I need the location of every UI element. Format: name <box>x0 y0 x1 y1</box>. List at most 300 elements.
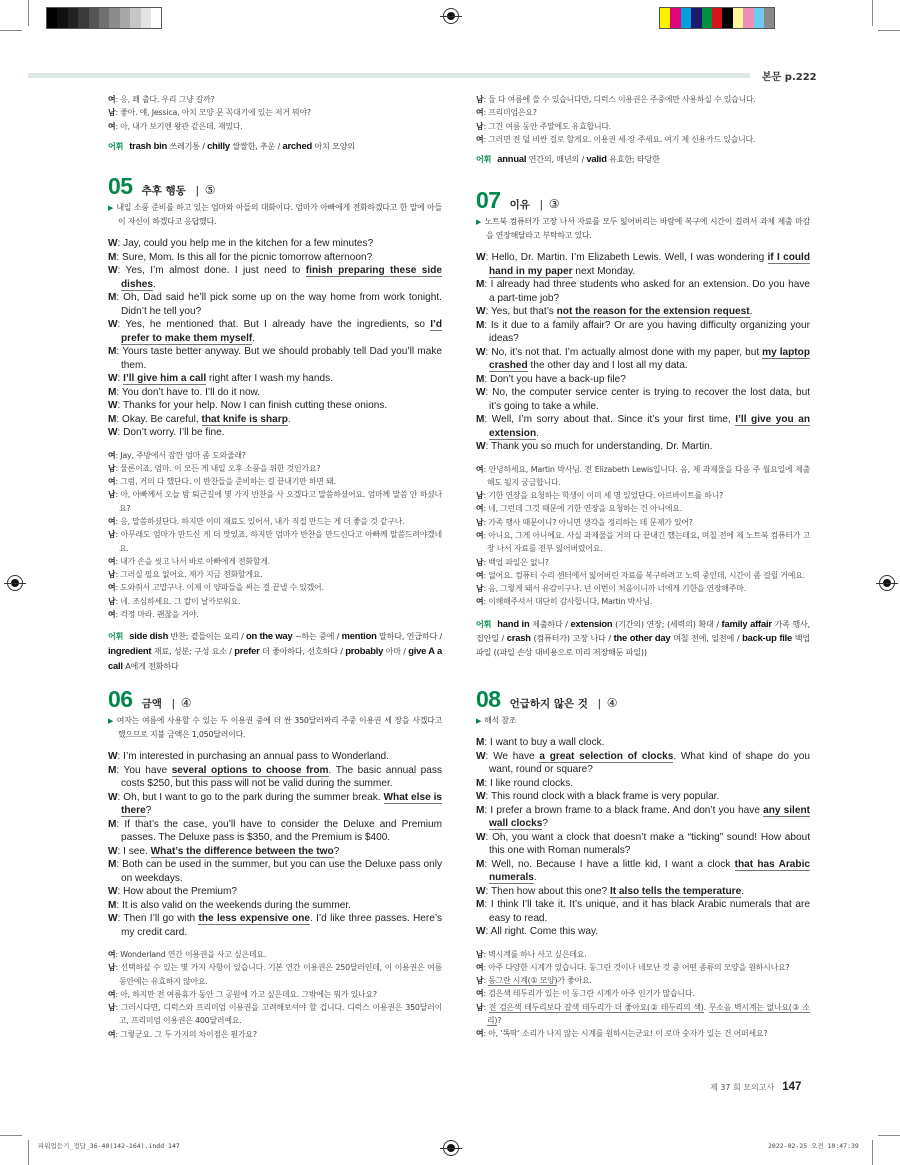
registration-mark-icon <box>7 575 23 591</box>
vocab-term: crash <box>506 632 531 644</box>
color-swatch <box>743 8 753 28</box>
section-06 <box>108 686 442 1041</box>
speaker-label: W <box>476 791 486 802</box>
underlined-key-phrase: my laptop crashed <box>489 346 810 371</box>
vocab-label: 어휘 <box>476 154 492 165</box>
speaker-label: 여 <box>108 121 116 131</box>
speaker-label: 남 <box>108 1003 116 1013</box>
text-run: 도와줘서 고맙구나. 이제 이 양파들을 써는 걸 끝낼 수 있겠어. <box>120 583 324 593</box>
text-run: 내가 손을 씻고 나서 바로 아빠에게 전화할게. <box>120 556 270 566</box>
question-type: 추후 행동 <box>141 185 186 197</box>
text-run: right after I wash my hands. <box>206 373 333 384</box>
dialogue-line: 남: 음, 그렇게 돼서 유감이구나. 넌 이번이 처음이니까 너에게 기한을 연장해주마. <box>476 584 747 594</box>
speaker-label: W <box>108 238 118 249</box>
dialogue-line: W: I’m interested in purchasing an annual pass to Wonderland. <box>108 751 389 762</box>
text-run: . <box>536 427 539 439</box>
speaker-label: 여 <box>108 556 116 566</box>
speaker-label: M <box>476 373 485 385</box>
speaker-label: M <box>108 818 117 830</box>
underlined-key-phrase: 동그란 시계(① 모양) <box>488 976 558 986</box>
dialogue-line: M: Okay. Be careful, that knife is sharp. <box>108 413 291 425</box>
section-08 <box>476 686 810 1041</box>
text-run: Yes, I’m almost done. I just need to <box>125 265 306 276</box>
dialogue-line: W: Then how about this one? It also tells the temperature. <box>476 885 745 897</box>
dialogue-line: M: Is it due to a family affair? Or are you having difficulty organizing your ideas? <box>476 319 810 344</box>
dialogue-line: 남: 가족 행사 때문이니? 아니면 생각을 정리하는 데 문제가 있어? <box>476 517 693 527</box>
divider: | <box>597 698 601 710</box>
underlined-key-phrase: It also tells the temperature <box>609 885 742 897</box>
color-swatch <box>89 8 99 28</box>
text-run: Then I’ll go with <box>123 913 199 924</box>
text-run: Then how about this one? <box>490 885 610 897</box>
text-run: How about the Premium? <box>123 886 238 897</box>
dialogue-line: W: Oh, you want a clock that doesn’t make a “ticking” sound! How about this one with Roman numerals? <box>476 831 810 856</box>
dialogue-line: 여: 이해해주셔서 대단히 감사합니다, Martin 박사님. <box>476 597 653 607</box>
text-run: I see. <box>123 845 151 857</box>
color-swatch <box>78 8 88 28</box>
text-run: 가 좋아요. <box>557 976 592 986</box>
speaker-label: 남 <box>108 530 116 540</box>
text-run: ~하는 중에 / <box>292 631 342 642</box>
speaker-label: 남 <box>476 491 484 501</box>
dialogue-line: W: Oh, but I want to go to the park during the summer break. What else is there? <box>108 791 443 816</box>
dialogue-line: 여: 그렇군요. 그 두 가지의 차이점은 뭔가요? <box>108 1029 257 1039</box>
dialogue-line: 남: 둘 다 여름에 쓸 수 있습니다만, 디럭스 이용권은 주중에만 사용하실 수 있습니다. <box>476 95 756 104</box>
speaker-label: W <box>108 319 118 330</box>
speaker-label: 남 <box>476 976 484 986</box>
speaker-label: 남 <box>108 596 116 606</box>
english-script <box>108 237 442 440</box>
speaker-label: 여 <box>108 450 116 460</box>
crop-mark <box>0 1135 22 1136</box>
explanation <box>108 201 442 229</box>
korean-translation <box>476 93 810 146</box>
dialogue-line: 여: 아, 내가 보기엔 왕관 같은데. 재밌다. <box>108 121 243 131</box>
text-run: 더 좋아하다, 선호하다 / <box>259 645 346 656</box>
slug-file: 파워업듣기_정답_36-40(142-164).indd 147 <box>38 1142 180 1150</box>
text-run: Jay, could you help me in the kitchen for a few minutes? <box>123 238 374 249</box>
text-run: 물론이죠, 엄마. 이 모든 게 내일 오후 소풍을 위한 것인가요? <box>120 463 321 473</box>
answer-number: ⑤ <box>204 183 216 197</box>
text-run: Oh, you want a clock that doesn’t make a “ticking” sound! How about this one with Roman numerals? <box>489 831 810 856</box>
text-run: 가족 행사 때문이니? 아니면 생각을 정리하는 데 문제가 있어? <box>488 517 693 527</box>
dialogue-line: M: It is also valid on the weekends during the summer. <box>108 899 351 911</box>
speaker-label: W <box>108 791 118 803</box>
dialogue-line: W: Thanks for your help. Now I can finish cutting these onions. <box>108 400 388 411</box>
speaker-label: W <box>476 831 486 843</box>
vocab-label: 어휘 <box>108 140 124 151</box>
vocab-term: annual <box>497 153 527 165</box>
dialogue-line: M: I prefer a brown frame to a black frame. And don’t you have any silent wall clocks? <box>476 804 811 829</box>
text-run: I think I’ll take it. It’s unique, and it has black Arabic numerals that are easy to read. <box>489 899 811 924</box>
text-run: 아주 다양한 시계가 있습니다. 동그란 것이나 네모난 것 중 어떤 종류의 모양을 원하시나요? <box>488 962 790 972</box>
speaker-label: W <box>476 750 486 762</box>
text-run: Yes, but that’s <box>490 306 557 317</box>
speaker-label: 남 <box>476 949 484 959</box>
dialogue-line: 남: 네. 조심하세요. 그 칼이 날카로워요. <box>108 596 241 606</box>
speaker-label: W <box>108 427 118 438</box>
dialogue-line: M: I like round clocks. <box>476 777 574 789</box>
text-run: 벽시계를 하나 사고 싶은데요. <box>488 949 587 959</box>
text-run: . <box>152 278 156 290</box>
speaker-label: 남 <box>476 517 484 527</box>
english-script <box>108 750 442 939</box>
text-run: 연간의, 매년의 / <box>526 154 587 165</box>
section-05 <box>108 173 442 673</box>
dialogue-line: W: No, the computer service center is trying to recover the lost data, but it’s going to take a while. <box>476 387 811 412</box>
question-number: 07 <box>476 187 501 213</box>
vocab-label: 어휘 <box>476 618 492 629</box>
text-run: 아마 / <box>383 645 409 656</box>
speaker-label: 여 <box>108 989 116 999</box>
underlined-key-phrase: I’ll give you an extension <box>489 414 811 439</box>
answer-number: ④ <box>606 696 618 710</box>
text-run: 그러시다면, 디럭스와 프리미엄 이용권을 고려해보셔야 할 겁니다. 디럭스 이용권은 350달러이고, 프리미엄 이용권은 400달러예요. <box>119 1003 442 1026</box>
text-run: 그러면 전 덜 비싼 걸로 할게요. 이용권 세 장 주세요. 여기 제 신용카드 있습니다. <box>488 134 756 144</box>
korean-translation <box>476 463 810 609</box>
vocab-label: 어휘 <box>108 631 124 642</box>
text-run: No, the computer service center is trying to recover the lost data, but it’s going to take a while. <box>489 387 811 412</box>
underlined-key-phrase: if I could hand in my paper <box>489 252 811 277</box>
text-run: Thank you so much for understanding, Dr. Martin. <box>490 441 713 452</box>
dialogue-line: 남: 좋아. 얘, Jessica, 아치 모양 문 꼭대기에 있는 저거 뭐야? <box>108 108 311 118</box>
dialogue-line: M: If that’s the case, you’ll have to consider the Deluxe and Premium passes. The Deluxe pass is $350, and the Premium is $400. <box>108 818 442 843</box>
explanation-text: 내일 소풍 준비를 하고 있는 엄마와 아들의 대화이다. 엄마가 아빠에게 전화하겠다고 한 말에 아들이 자신이 하겠다고 응답했다. <box>116 203 443 226</box>
color-swatch <box>120 8 130 28</box>
answer-number: ④ <box>180 696 192 710</box>
underlined-key-phrase: What else is there <box>121 791 443 816</box>
vocab-term: ingredient <box>108 644 152 656</box>
vocab-note <box>476 152 810 167</box>
text-run: Jay, 주방에서 잠깐 엄마 좀 도와줄래? <box>120 450 246 460</box>
dialogue-line: M: You have several options to choose from. The basic annual pass costs $250, but this pass will not be valid during the summer. <box>108 764 442 789</box>
speaker-label: 남 <box>476 584 484 594</box>
vocab-term: mention <box>341 630 377 642</box>
color-swatch <box>722 8 732 28</box>
speaker-label: M <box>108 413 117 425</box>
text-run: the other day and I lost all my data. <box>527 360 688 371</box>
text-run: ? <box>333 845 340 857</box>
color-swatch <box>702 8 712 28</box>
dialogue-line: 남: 동그란 시계(① 모양)가 좋아요. <box>476 976 592 986</box>
speaker-label: 남 <box>108 963 116 973</box>
text-run: 네, 그런데 그것 때문에 기한 연장을 요청하는 건 아니에요. <box>488 504 683 514</box>
speaker-label: M <box>476 858 485 870</box>
speaker-label: M <box>476 737 485 748</box>
dialogue-line: 남: 선택하실 수 있는 몇 가지 사항이 있습니다. 기본 연간 이용권은 250달러인데, 이 이용권은 여름 동안에는 유효하지 않아요. <box>108 963 442 986</box>
vocab-term: arched <box>282 139 312 151</box>
speaker-label: M <box>476 414 485 425</box>
speaker-label: W <box>108 751 118 762</box>
text-run: 프리미엄은요? <box>488 108 537 118</box>
text-run: 그럼, 거의 다 했단다. 이 반찬들을 준비하는 걸 끝내기만 하면 돼. <box>120 477 336 487</box>
crop-mark <box>28 1140 29 1165</box>
dialogue-line: M: I want to buy a wall clock. <box>476 737 605 748</box>
speaker-label: 여 <box>476 530 484 540</box>
text-run: 아니요, 그게 아니에요. 사실 과제물을 거의 다 끝내긴 했는데요, 며칠 전에 제 노트북 컴퓨터가 고장 나서 자료를 전부 잃어버렸어요. <box>487 530 810 554</box>
divider: | <box>195 185 199 197</box>
triangle-bullet-icon: ▶ <box>476 717 482 725</box>
dialogue-line: W: We have a great selection of clocks. What kind of shape do you want, round or square? <box>476 750 810 775</box>
text-run: 아, 내가 보기엔 왕관 같은데. 재밌다. <box>120 121 243 131</box>
vocab-term: probably <box>345 644 384 656</box>
text-run: . <box>703 1002 709 1012</box>
vocab-term: chilly <box>207 139 230 151</box>
speaker-label: W <box>476 441 486 452</box>
question-number: 06 <box>108 686 133 712</box>
page-reference: 본문 p.222 <box>762 72 817 83</box>
speaker-label: M <box>476 777 485 789</box>
color-swatch <box>712 8 722 28</box>
registration-mark-icon <box>879 575 895 591</box>
dialogue-line: W: Don’t worry. I’ll be fine. <box>108 427 225 438</box>
underlined-key-phrase: that knife is sharp <box>201 413 288 425</box>
color-swatch <box>57 8 67 28</box>
text-run: 응, 꽤 춥다. 우리 그냥 갈까? <box>120 95 215 104</box>
dialogue-line: 여: 아주 다양한 시계가 있습니다. 동그란 것이나 네모난 것 중 어떤 종류의 모양을 원하시나요? <box>476 962 790 972</box>
text-run: 없어요. 컴퓨터 수리 센터에서 잃어버린 자료를 복구하려고 노력 중인데, 시간이 좀 걸릴 거예요. <box>488 570 805 580</box>
text-run: ? <box>497 1015 502 1025</box>
dialogue-line: W: No, it’s not that. I’m actually almost done with my paper, but my laptop crashed the other day and I lost all my data. <box>476 346 810 371</box>
dialogue-line: 남: 전 검은색 테두리보다 갈색 테두리가 더 좋아요(② 테두리의 색). 무소음 벽시계는 없나요(③ 소리)? <box>476 1002 810 1025</box>
text-run: . <box>533 872 537 883</box>
vocab-term: give A a call <box>108 644 442 671</box>
color-swatch <box>99 8 109 28</box>
crop-mark <box>872 1140 873 1165</box>
speaker-label: 여 <box>108 1029 116 1039</box>
vocab-term: valid <box>586 153 607 165</box>
text-run: 기한 연장을 요청하는 학생이 이미 세 명 있었단다. 아르바이트를 하니? <box>488 491 724 501</box>
dialogue-line: M: Oh, Dad said he’ll pick some up on the way home from work tonight. Didn’t he tell you? <box>108 292 442 317</box>
dialogue-line: 여: 프리미엄은요? <box>476 108 537 118</box>
dialogue-line: 남: 그건 여름 동안 주말에도 유효합니다. <box>476 121 612 131</box>
speaker-label: W <box>476 885 486 897</box>
explanation-text: 해석 참조 <box>484 716 517 725</box>
speaker-label: W <box>476 306 486 317</box>
vocab-term: back-up file <box>742 632 793 644</box>
dialogue-line: 남: 기한 연장을 요청하는 학생이 이미 세 명 있었단다. 아르바이트를 하니? <box>476 491 724 501</box>
dialogue-line: W: Yes, I’m almost done. I just need to finish preparing these side dishes. <box>108 265 442 290</box>
left-top-block <box>108 93 442 153</box>
section-07 <box>476 187 810 660</box>
speaker-label: W <box>476 387 486 398</box>
question-type: 금액 <box>141 698 162 710</box>
header-rule <box>28 73 750 78</box>
text-run: Yes, he mentioned that. But I already have the ingredients, so <box>125 319 431 330</box>
page-folio <box>710 1081 801 1093</box>
underlined-key-phrase: I’d prefer to make them myself <box>121 319 442 344</box>
dialogue-line: W: Jay, could you help me in the kitchen for a few minutes? <box>108 238 374 249</box>
dialogue-line: 남: 그러실 필요 없어요. 제가 지금 전화할게요. <box>108 570 263 580</box>
text-run: 그러실 필요 없어요. 제가 지금 전화할게요. <box>120 570 263 580</box>
vocab-term: extension <box>570 617 613 629</box>
color-swatch <box>754 8 764 28</box>
speaker-label: 여 <box>108 95 116 104</box>
text-run: You have <box>123 764 172 776</box>
text-run: 쌀쌀한, 추운 / <box>229 140 283 151</box>
text-run: (기간의) 연장; (세력의) 확대 / <box>612 618 722 629</box>
text-run: Don’t worry. I’ll be fine. <box>123 427 225 438</box>
text-run: A에게 전화하다 <box>122 660 179 671</box>
speaker-label: 여 <box>476 134 484 144</box>
triangle-bullet-icon: ▶ <box>108 717 114 725</box>
color-swatch <box>733 8 743 28</box>
crop-mark <box>872 0 873 26</box>
text-run: 네. 조심하세요. 그 칼이 날카로워요. <box>120 596 241 606</box>
divider: | <box>539 199 543 211</box>
dialogue-line: 여: 내가 손을 씻고 나서 바로 아빠에게 전화할게. <box>108 556 270 566</box>
gray-color-bar <box>46 7 162 29</box>
dialogue-line: 여: 아, 하지만 전 여름휴가 동안 그 공원에 가고 싶은데요. 그밖에는 뭐가 있나요? <box>108 989 377 999</box>
text-run: 백업 파일은 없니? <box>488 557 549 567</box>
speaker-label: 여 <box>108 516 116 526</box>
speaker-label: W <box>476 926 486 937</box>
page-number: 147 <box>782 1081 802 1093</box>
text-run: Hello, Dr. Martin. I’m Elizabeth Lewis. Well, I was wondering <box>491 252 768 263</box>
dialogue-line: 여: Wonderland 연간 이용권을 사고 싶은데요. <box>108 950 267 959</box>
dialogue-line: 여: 안녕하세요, Martin 박사님. 전 Elizabeth Lewis입니다. 음, 제 과제물을 다음 주 월요일에 제출해도 될지 궁금합니다. <box>476 464 810 487</box>
dialogue-line: 여: Jay, 주방에서 잠깐 엄마 좀 도와줄래? <box>108 450 246 460</box>
question-type: 언급하지 않은 것 <box>509 698 588 710</box>
speaker-label: 남 <box>476 121 484 131</box>
text-run: ? <box>542 818 548 829</box>
text-run: 둘 다 여름에 쓸 수 있습니다만, 디럭스 이용권은 주중에만 사용하실 수 있습니다. <box>488 95 756 104</box>
text-run: 응, 말씀하셨단다. 하지만 이미 재료도 있어서, 내가 직접 만드는 게 더 좋을 것 같구나. <box>120 516 405 526</box>
vocab-term: family affair <box>721 617 772 629</box>
text-run: 아, 하지만 전 여름휴가 동안 그 공원에 가고 싶은데요. 그밖에는 뭐가 있나요? <box>120 989 377 999</box>
text-run: Oh, but I want to go to the park during the summer break. <box>123 791 384 803</box>
dialogue-line: 여: 그럼, 거의 다 했단다. 이 반찬들을 준비하는 걸 끝내기만 하면 돼. <box>108 477 336 487</box>
speaker-label: M <box>476 899 485 910</box>
speaker-label: 여 <box>108 583 116 593</box>
speaker-label: 남 <box>476 1002 484 1012</box>
dialogue-line: W: I see. What’s the difference between the two? <box>108 845 340 857</box>
answer-number: ③ <box>548 197 560 211</box>
speaker-label: 여 <box>476 1029 484 1039</box>
question-type: 이유 <box>509 199 530 211</box>
text-run: 그렇군요. 그 두 가지의 차이점은 뭔가요? <box>120 1029 257 1039</box>
question-number: 05 <box>108 173 133 199</box>
text-run: 이해해주셔서 대단히 감사합니다, Martin 박사님. <box>488 597 653 607</box>
text-run: All right. Come this way. <box>490 926 599 937</box>
english-script <box>476 251 810 454</box>
dialogue-line: 남: 아, 아빠께서 오늘 밤 퇴근길에 몇 가지 반찬을 사 오겠다고 말씀하셨어요. 엄마께 말씀 안 하셨나요? <box>108 490 442 513</box>
dialogue-line: W: All right. Come this way. <box>476 926 599 937</box>
text-run: 유효한; 타당한 <box>606 154 660 165</box>
text-run: 며칠 전에, 일전에 / <box>670 633 743 644</box>
text-run: 쓰레기통 / <box>167 140 208 151</box>
text-run: Wonderland 연간 이용권을 사고 싶은데요. <box>120 950 267 959</box>
underlined-key-phrase: any silent wall clocks <box>489 804 811 829</box>
explanation-text: 여자는 여름에 사용할 수 있는 두 이용권 중에 더 싼 350달러짜리 주중 이용권 세 장을 사겠다고 했으므로 지불 금액은 1,050달러이다. <box>116 716 442 739</box>
text-run: 말하다, 언급하다 / <box>376 631 443 642</box>
cmyk-color-bar <box>659 7 775 29</box>
text-run: 아치 모양의 <box>311 140 355 151</box>
speaker-label: 남 <box>108 490 116 500</box>
vocab-note <box>108 629 442 673</box>
speaker-label: M <box>108 386 117 398</box>
text-run: I want to buy a wall clock. <box>490 737 605 748</box>
underlined-key-phrase: several options to choose from <box>171 764 329 776</box>
korean-translation <box>108 449 442 622</box>
speaker-label: M <box>108 346 117 357</box>
underlined-key-phrase: the less expensive one <box>198 913 310 924</box>
text-run: If that’s the case, you’ll have to consider the Deluxe and Premium passes. The Deluxe pass is $350, and the Premium is $400. <box>121 818 442 843</box>
dialogue-line: 여: 없어요. 컴퓨터 수리 센터에서 잃어버린 자료를 복구하려고 노력 중인데, 시간이 좀 걸릴 거예요. <box>476 570 805 580</box>
text-run: 음, 그렇게 돼서 유감이구나. 넌 이번이 처음이니까 너에게 기한을 연장해주마. <box>488 584 747 594</box>
text-run: ? <box>145 805 152 816</box>
dialogue-line: 여: 아니요, 그게 아니에요. 사실 과제물을 거의 다 끝내긴 했는데요, 며칠 전에 제 노트북 컴퓨터가 고장 나서 자료를 전부 잃어버렸어요. <box>476 530 810 554</box>
right-top-block <box>476 93 810 167</box>
section-heading <box>476 686 810 712</box>
text-run: 제출하다 / <box>529 618 571 629</box>
divider: | <box>171 698 175 710</box>
speaker-label: 남 <box>476 557 484 567</box>
dialogue-line: 여: 그러면 전 덜 비싼 걸로 할게요. 이용권 세 장 주세요. 여기 제 신용카드 있습니다. <box>476 134 756 144</box>
text-run: 가족 행사, 집안일 / <box>476 618 811 644</box>
dialogue-line: M: I think I’ll take it. It’s unique, and it has black Arabic numerals that are easy to read. <box>476 899 811 924</box>
dialogue-line: 여: 네, 그런데 그것 때문에 기한 연장을 요청하는 건 아니에요. <box>476 504 683 514</box>
underlined-key-phrase: a great selection of clocks <box>539 750 674 762</box>
speaker-label: M <box>108 899 117 911</box>
dialogue-line: M: Well, no. Because I have a little kid, I want a clock that has Arabic numerals. <box>476 858 811 883</box>
vocab-term: side dish <box>129 630 169 642</box>
dialogue-line: 여: 검은색 테두리가 있는 이 동그란 시계가 아주 인기가 많습니다. <box>476 989 695 999</box>
text-run: 백업 파일 ((파일 손상 대비용으로 미리 저장해둔 파일)) <box>476 633 810 657</box>
speaker-label: 여 <box>476 108 484 118</box>
korean-translation <box>476 948 810 1041</box>
dialogue-line: M: Sure, Mom. Is this all for the picnic tomorrow afternoon? <box>108 251 373 263</box>
dialogue-line: 여: 도와줘서 고맙구나. 이제 이 양파들을 써는 걸 끝낼 수 있겠어. <box>108 583 324 593</box>
text-run: Well, no. Because I have a little kid, I want a clock <box>491 858 735 870</box>
text-run: No, it’s not that. I’m actually almost done with my paper, but <box>491 346 763 358</box>
text-run: We have <box>493 750 540 762</box>
speaker-label: 여 <box>108 610 116 620</box>
text-run: Is it due to a family affair? Or are you having difficulty organizing your ideas? <box>489 319 810 344</box>
speaker-label: W <box>108 845 118 857</box>
text-run: 그건 여름 동안 주말에도 유효합니다. <box>488 121 612 131</box>
dialogue-line: M: I already had three students who asked for an extension. Do you have a part-time job? <box>476 279 810 304</box>
text-run: Oh, Dad said he’ll pick some up on the way home from work tonight. Didn’t he tell you? <box>121 292 442 317</box>
text-run: 걱정 마라. 괜찮을 거야. <box>120 610 199 620</box>
text-run: This round clock with a black frame is very popular. <box>490 791 720 802</box>
text-run: 안녕하세요, Martin 박사님. 전 Elizabeth Lewis입니다. 음, 제 과제물을 다음 주 월요일에 제출해도 될지 궁금합니다. <box>487 464 810 487</box>
text-run: Okay. Be careful, <box>122 413 202 425</box>
dialogue-line: M: Both can be used in the summer, but you can use the Deluxe pass only on weekdays. <box>108 859 442 884</box>
speaker-label: M <box>108 251 117 263</box>
speaker-label: 남 <box>108 570 116 580</box>
dialogue-line: 남: 물론이죠, 엄마. 이 모든 게 내일 오후 소풍을 위한 것인가요? <box>108 463 321 473</box>
speaker-label: 여 <box>476 962 484 972</box>
text-run: Both can be used in the summer, but you can use the Deluxe pass only on weekdays. <box>121 859 442 884</box>
vocab-note <box>476 617 810 660</box>
color-swatch <box>681 8 691 28</box>
text-run: 아, 아빠께서 오늘 밤 퇴근길에 몇 가지 반찬을 사 오겠다고 말씀하셨어요. 엄마께 말씀 안 하셨나요? <box>119 490 442 513</box>
speaker-label: W <box>108 400 118 411</box>
color-swatch <box>141 8 151 28</box>
underlined-key-phrase: 무소음 벽시계는 없나요(③ 소리) <box>487 1002 810 1025</box>
slug-date: 2022-02-25 오전 10:47:39 <box>768 1142 859 1150</box>
speaker-label: W <box>108 913 118 924</box>
dialogue-line: W: How about the Premium? <box>108 886 238 897</box>
color-swatch <box>130 8 140 28</box>
text-run: Yours taste better anyway. But we should probably tell Dad you’ll make them. <box>121 346 442 371</box>
dialogue-line: W: I’ll give him a call right after I wash my hands. <box>108 373 333 384</box>
underlined-key-phrase: I’ll give him a call <box>123 373 207 384</box>
vocab-term: prefer <box>234 644 260 656</box>
text-run: I’m interested in purchasing an annual pass to Wonderland. <box>123 751 389 762</box>
triangle-bullet-icon: ▶ <box>476 218 482 226</box>
